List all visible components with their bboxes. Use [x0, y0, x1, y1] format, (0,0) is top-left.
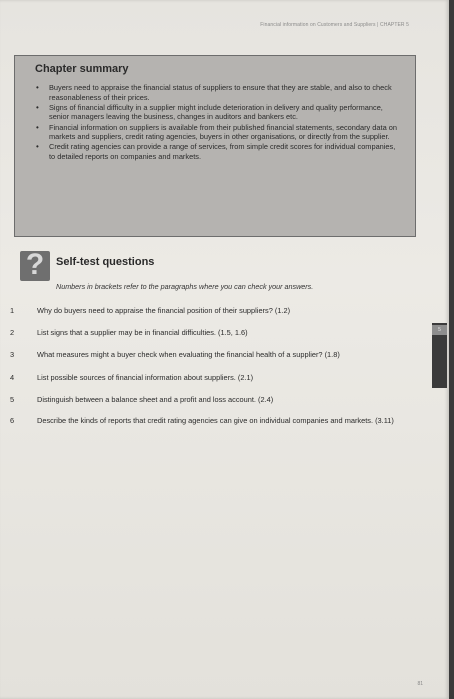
question-text: Distinguish between a balance sheet and a profit and loss account. (2.4) — [37, 395, 274, 404]
question-text: Describe the kinds of reports that credit rating agencies can give on individual companies and markets. (3.11) — [37, 416, 394, 425]
question-number: 4 — [10, 373, 15, 382]
chapter-tab-number: 5 — [432, 325, 447, 335]
question-number: 3 — [10, 350, 15, 359]
chapter-summary-title: Chapter summary — [35, 63, 129, 75]
question-number: 5 — [10, 395, 15, 404]
self-test-note: Numbers in brackets refer to the paragraphs where you can check your answers. — [56, 282, 314, 291]
summary-bullet: • Credit rating agencies can provide a range of services, from simple credit scores for individual companies, to detailed reports on companies and markets. — [36, 142, 396, 161]
question-number: 2 — [10, 328, 15, 337]
bullet-icon: • — [36, 83, 39, 92]
question-text: List possible sources of financial information about suppliers. (2.1) — [37, 373, 254, 382]
question-text: List signs that a supplier may be in financial difficulties. (1.5, 1.6) — [37, 328, 248, 337]
question-text: What measures might a buyer check when evaluating the financial health of a supplier? (1.8) — [37, 350, 340, 359]
bullet-icon: • — [36, 142, 39, 152]
summary-bullet: • Signs of financial difficulty in a supplier might include deterioration in delivery and quality performance, senior managers leaving the business, changes in auditors and bankers etc. — [36, 102, 383, 122]
question-text: Why do buyers need to appraise the financial position of their suppliers? (1.2) — [37, 306, 291, 315]
summary-bullet: • Financial information on suppliers is available from their published financial statements, secondary data on markets and suppliers, credit rating agencies, buyers in other organisations, or directly from the supplier. — [36, 122, 397, 142]
page-number: 81 — [417, 681, 423, 687]
self-test-title: Self-test questions — [56, 256, 155, 268]
question-mark-icon: ? — [20, 251, 50, 281]
chapter-summary-list — [36, 83, 399, 162]
running-header: Financial information on Customers and Suppliers | CHAPTER 5 — [260, 22, 409, 28]
chapter-side-tab — [432, 323, 447, 388]
question-number: 6 — [10, 416, 15, 425]
summary-bullet: • Buyers need to appraise the financial status of suppliers to ensure that they are stable, and also to check reasonableness of their prices. — [36, 83, 392, 102]
question-number: 1 — [10, 306, 15, 315]
bullet-icon: • — [36, 102, 39, 112]
bullet-icon: • — [36, 122, 39, 132]
chapter-summary-box — [14, 55, 416, 237]
